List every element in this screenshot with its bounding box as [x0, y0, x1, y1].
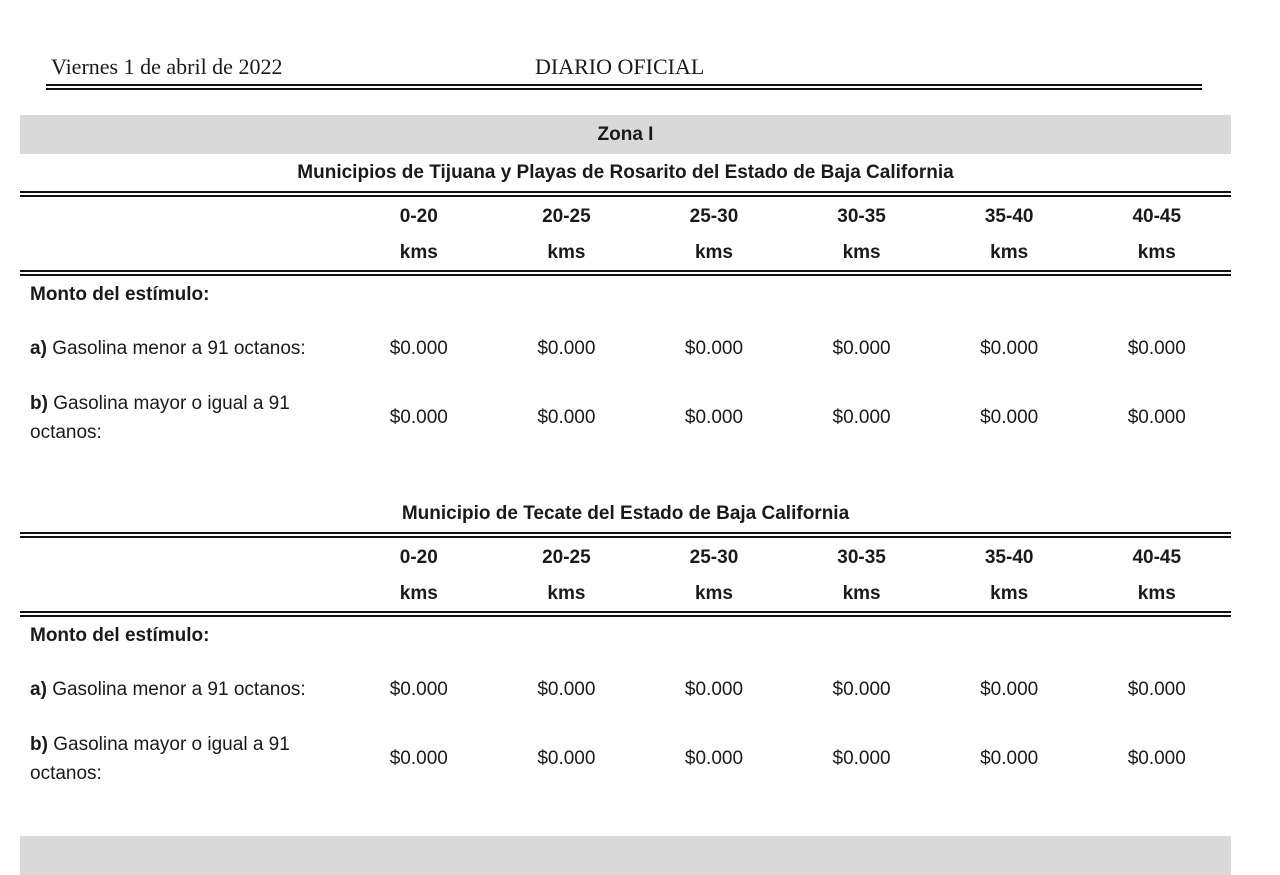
table-cell: $0.000 [537, 678, 596, 700]
section-tecate [20, 496, 1231, 793]
section-tijuana [20, 155, 1231, 452]
table-cell: $0.000 [832, 406, 891, 428]
row-label: a) Gasolina menor a 91 octanos: [30, 679, 306, 700]
table-cell: $0.000 [1127, 747, 1186, 769]
table-cell: $0.000 [684, 337, 744, 359]
monto-row [20, 617, 1231, 655]
table-cell: $0.000 [537, 337, 596, 359]
row-label: a) Gasolina menor a 91 octanos: [30, 338, 306, 359]
table-cell: $0.000 [980, 747, 1039, 769]
table-cell: $0.000 [980, 678, 1039, 700]
table-cell: $0.000 [684, 747, 744, 769]
double-rule [20, 191, 1231, 197]
zone-heading [20, 115, 1231, 154]
column-header-row [20, 197, 1231, 270]
table-cell: $0.000 [389, 678, 448, 700]
column-header: 35-40 kms [984, 547, 1034, 604]
table-cell: $0.000 [537, 747, 596, 769]
publication-name: DIARIO OFICIAL [535, 54, 705, 79]
table-cell: $0.000 [537, 406, 596, 428]
table-cell: $0.000 [389, 747, 448, 769]
table-row [20, 655, 1231, 724]
column-header: 25-30 kms [689, 547, 739, 604]
table-cell: $0.000 [1127, 337, 1186, 359]
column-header: 20-25 kms [542, 206, 591, 263]
table-cell: $0.000 [832, 747, 891, 769]
double-rule [20, 532, 1231, 538]
table-cell: $0.000 [684, 406, 744, 428]
double-rule [20, 270, 1231, 276]
header-rule [46, 84, 1202, 86]
table-row [20, 383, 1231, 452]
page-header [46, 52, 1202, 92]
column-header: 30-35 kms [837, 206, 886, 263]
column-header: 35-40 kms [984, 206, 1034, 263]
column-header-row [20, 538, 1231, 611]
column-header: 25-30 kms [689, 206, 739, 263]
table-cell: $0.000 [832, 678, 891, 700]
double-rule [20, 611, 1231, 617]
table-cell: $0.000 [389, 337, 448, 359]
column-header: 40-45 kms [1132, 206, 1182, 263]
column-header: 30-35 kms [837, 547, 886, 604]
column-header: 20-25 kms [542, 547, 591, 604]
monto-label: Monto del estímulo: [30, 625, 210, 646]
row-label: b) Gasolina mayor o igual a 91 octanos: [30, 733, 290, 784]
table-cell: $0.000 [1127, 678, 1186, 700]
header-rule-second [46, 88, 1202, 90]
monto-row [20, 276, 1231, 314]
table-row [20, 724, 1231, 793]
section-title: Municipios de Tijuana y Playas de Rosarito del Estado de Baja California [297, 162, 954, 183]
monto-label: Monto del estímulo: [30, 284, 210, 305]
zone-heading-next [20, 836, 1231, 875]
row-label: b) Gasolina mayor o igual a 91 octanos: [30, 392, 290, 443]
table-cell: $0.000 [832, 337, 891, 359]
table-cell: $0.000 [980, 406, 1039, 428]
table-cell: $0.000 [1127, 406, 1186, 428]
column-header: 0-20 kms [399, 547, 438, 604]
table-cell: $0.000 [980, 337, 1039, 359]
column-header: 40-45 kms [1132, 547, 1182, 604]
table-cell: $0.000 [389, 406, 448, 428]
table-row [20, 314, 1231, 383]
section-title: Municipio de Tecate del Estado de Baja California [401, 503, 850, 524]
publication-date: Viernes 1 de abril de 2022 [51, 54, 283, 79]
table-cell: $0.000 [684, 678, 744, 700]
zone-heading-label: Zona I [597, 123, 654, 145]
column-header: 0-20 kms [399, 206, 438, 263]
